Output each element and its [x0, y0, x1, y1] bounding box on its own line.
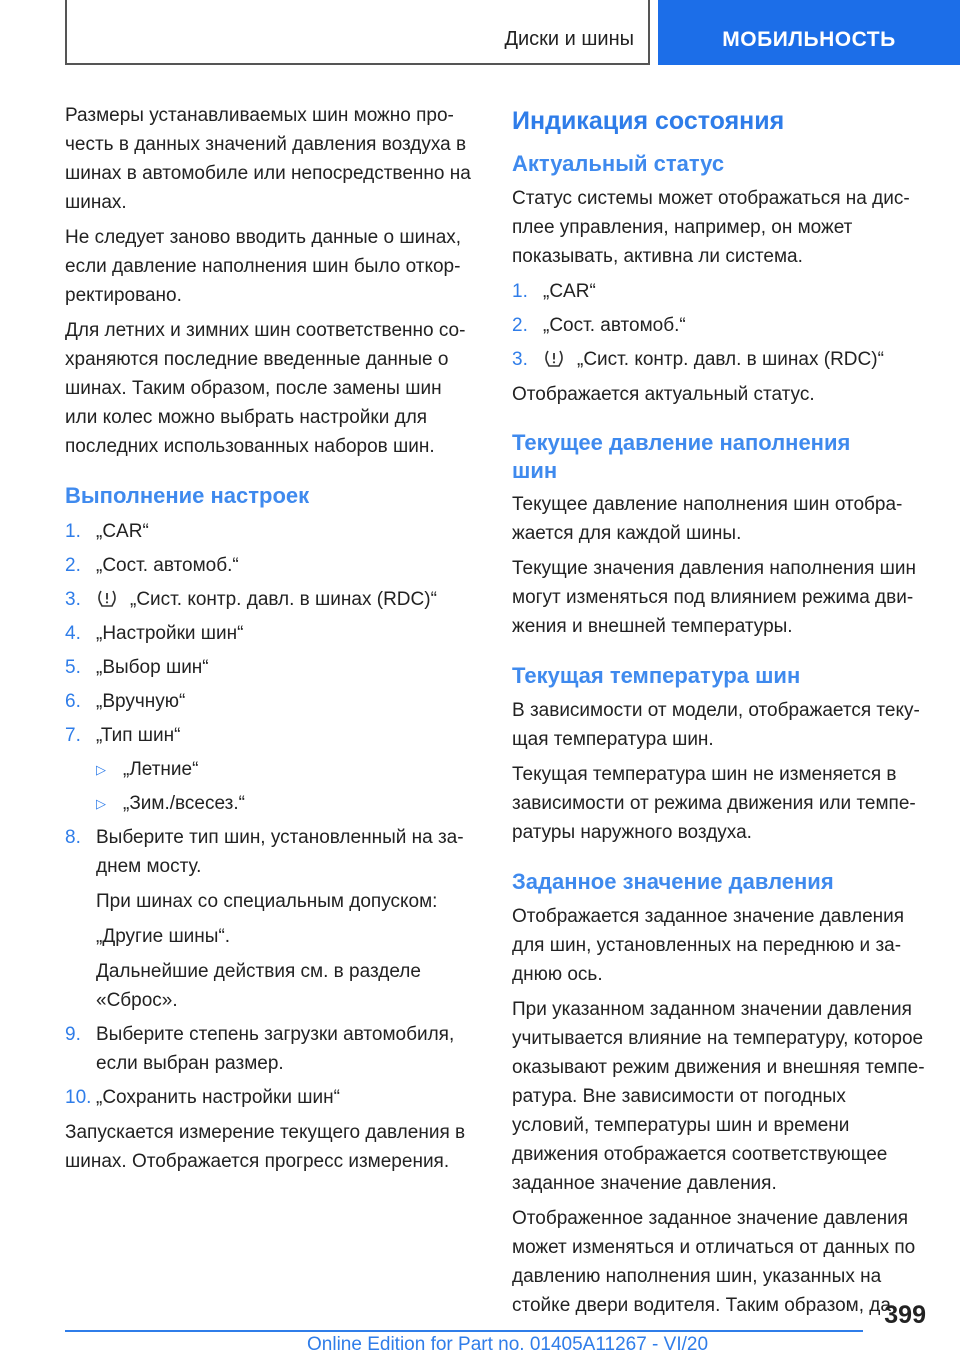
step-number: 1. — [512, 281, 528, 302]
settings-substep-winter — [65, 789, 479, 818]
step-note-reset: Дальнейшие действия см. в разделе «Сброс». — [96, 961, 421, 1011]
left-column — [65, 101, 479, 1182]
triangle-right-outline-icon: ▷ — [96, 762, 106, 777]
measurement-paragraph: Запускается измерение текущего давления в шинах. Отображается прогресс измерения. — [65, 1122, 466, 1172]
step-number: 3. — [65, 589, 81, 610]
substep-text: „Летние“ — [123, 759, 199, 780]
settings-step-9 — [65, 1020, 479, 1078]
current-temperature-paragraph-1: В зависимости от модели, отображается текущая температура шин. — [512, 700, 920, 750]
target-pressure-paragraph-3: Отображенное заданное значение давления может изменяться и отличаться от данных по давлению наполнения шин, указанных на стойке двери водителя. Таким образом, да — [512, 1208, 916, 1316]
step-text: Выберите тип шин, установленный на заднем мосту. — [96, 827, 464, 877]
current-temperature-paragraph-2: Текущая температура шин не изменяется в зависимости от режима движения или температуры наружного воздуха. — [512, 764, 916, 843]
step-text: „Сохранить настройки шин“ — [96, 1087, 340, 1108]
step-note-other-tires: „Другие шины“. — [96, 926, 231, 947]
target-pressure-paragraph-2: При указанном заданном значении давления учитывается влияние на температуру, которое оказывают режим движения и внешняя температура. Вне зависимости от погодных условий, температуры шин и времени движения отображается соответствующее заданное значение давления. — [512, 999, 925, 1194]
substep-text: „Зим./всесез.“ — [123, 793, 245, 814]
target-pressure-paragraph-1: Отображается заданное значение давления для шин, установленных на переднюю и заднюю ось. — [512, 906, 905, 985]
footer-edition-text: Online Edition for Part no. 01405A11267 - VI/20 — [307, 1334, 709, 1355]
step-text: „Вручную“ — [96, 691, 186, 712]
step-number: 2. — [65, 555, 81, 576]
target-pressure-heading: Заданное значение давления — [512, 869, 834, 894]
step-text: „Настройки шин“ — [96, 623, 244, 644]
intro-paragraph-2: Не следует заново вводить данные о шинах, если давление наполнения шин было откорректировано. — [65, 227, 462, 306]
status-step-3 — [512, 345, 926, 374]
step-number: 9. — [65, 1024, 81, 1045]
step-number: 1. — [65, 521, 81, 542]
status-shown-paragraph: Отображается актуальный статус. — [512, 384, 815, 405]
current-pressure-paragraph-2: Текущие значения давления наполнения шин могут изменяться под влиянием режима движения и внешней температуры. — [512, 558, 917, 637]
settings-step-6 — [65, 687, 479, 716]
tire-pressure-warning-icon — [96, 588, 118, 608]
current-pressure-heading-line1: Текущее давление наполнения — [512, 430, 851, 455]
step-number: 4. — [65, 623, 81, 644]
page-number: 399 — [884, 1301, 926, 1329]
current-pressure-paragraph-1: Текущее давление наполнения шин отображается для каждой шины. — [512, 494, 903, 544]
step-text: „Сист. контр. давл. в шинах (RDC)“ — [577, 349, 884, 370]
settings-step-10 — [65, 1083, 479, 1112]
settings-steps-list — [65, 517, 479, 1112]
triangle-right-outline-icon: ▷ — [96, 796, 106, 811]
step-number: 3. — [512, 349, 528, 370]
status-step-2 — [512, 311, 926, 340]
step-text: „Выбор шин“ — [96, 657, 209, 678]
settings-step-4 — [65, 619, 479, 648]
step-text: „CAR“ — [543, 281, 596, 302]
current-pressure-heading-line2: шин — [512, 458, 558, 483]
step-text: Выберите степень загрузки автомобиля, если выбран размер. — [96, 1024, 455, 1074]
header-chapter-tab — [658, 0, 960, 65]
step-number: 5. — [65, 657, 81, 678]
step-number: 7. — [65, 725, 81, 746]
tire-pressure-warning-icon — [543, 348, 565, 368]
step-text: „Сост. автомоб.“ — [543, 315, 686, 336]
step-number: 10. — [65, 1087, 92, 1108]
step-text: „CAR“ — [96, 521, 149, 542]
step-note-special-tires: При шинах со специальным допуском: — [96, 891, 438, 912]
step-number: 8. — [65, 827, 81, 848]
step-number: 2. — [512, 315, 528, 336]
right-column — [512, 101, 926, 1326]
step-text: „Сист. контр. давл. в шинах (RDC)“ — [130, 589, 437, 610]
current-temperature-heading: Текущая температура шин — [512, 663, 801, 688]
current-status-paragraph: Статус системы может отображаться на дисплее управления, например, он может показывать, активна ли система. — [512, 188, 910, 267]
header-chapter-label: МОБИЛЬНОСТЬ — [722, 28, 896, 51]
status-steps-list — [512, 277, 926, 374]
current-status-heading: Актуальный статус — [512, 151, 725, 176]
settings-step-8 — [65, 823, 479, 1015]
settings-step-1 — [65, 517, 479, 546]
step-number: 6. — [65, 691, 81, 712]
header-section-box — [65, 0, 650, 65]
intro-paragraph-3: Для летних и зимних шин соответственно сохраняются последние введенные данные о шинах. Таким образом, после замены шин или колес можно выбрать настройки для последних использованных наборов шин. — [65, 320, 466, 457]
step-text: „Тип шин“ — [96, 725, 181, 746]
header-section-title: Диски и шины — [504, 28, 634, 50]
status-display-title: Индикация состояния — [512, 107, 785, 135]
step-text: „Сост. автомоб.“ — [96, 555, 239, 576]
settings-heading: Выполнение настроек — [65, 483, 310, 508]
settings-step-7 — [65, 721, 479, 750]
current-pressure-heading — [512, 429, 926, 485]
settings-substep-summer — [65, 755, 479, 784]
settings-step-3 — [65, 585, 479, 614]
settings-step-2 — [65, 551, 479, 580]
intro-paragraph-1: Размеры устанавливаемых шин можно прочесть в данных значений давления воздуха в шинах в автомобиле или непосредственно на шинах. — [65, 105, 471, 213]
settings-step-5 — [65, 653, 479, 682]
status-step-1 — [512, 277, 926, 306]
footer-divider — [65, 1330, 863, 1332]
